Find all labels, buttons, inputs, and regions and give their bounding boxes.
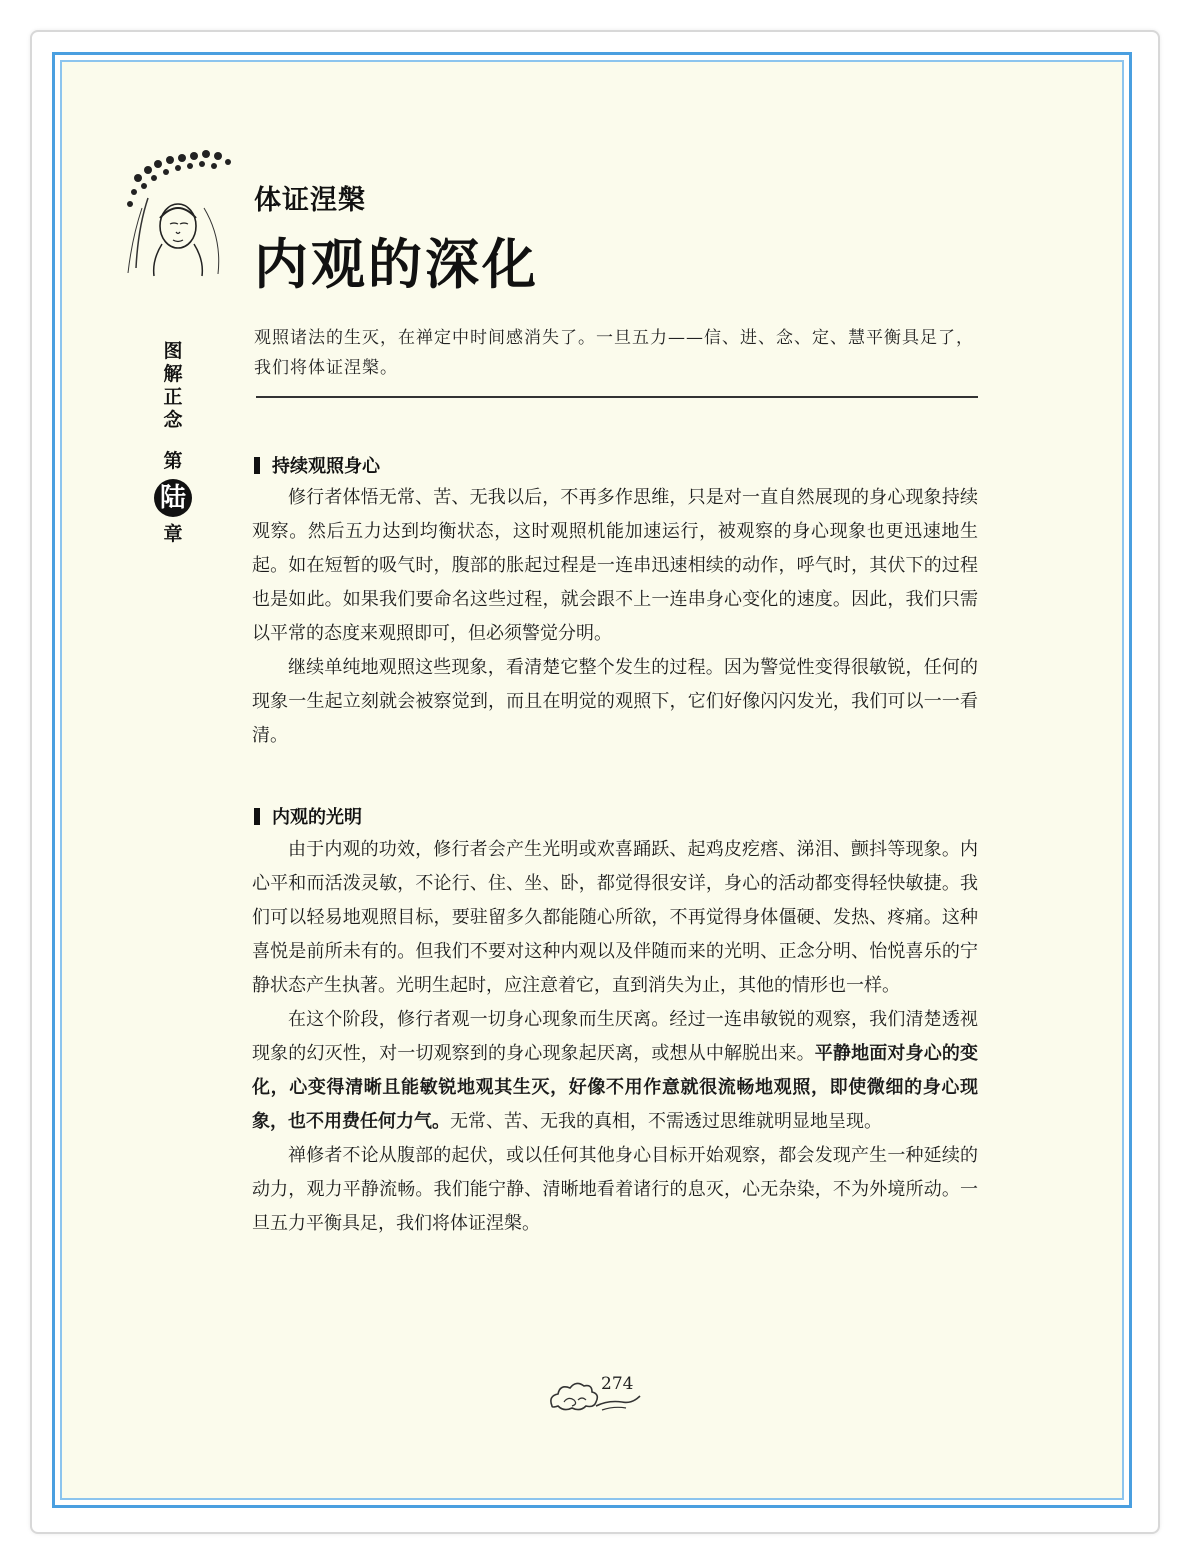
book-char: 念 (163, 409, 183, 431)
paragraph: 继续单纯地观照这些现象，看清楚它整个发生的过程。因为警觉性变得很敏锐，任何的现象一生起立刻就会被察觉到，而且在明觉的观照下，它们好像闪闪发光，我们可以一一看清。 (252, 657, 978, 746)
book-title-vertical (158, 340, 188, 432)
book-char: 正 (163, 386, 183, 408)
section-body (252, 481, 978, 753)
paragraph: 修行者体悟无常、苦、无我以后，不再多作思维，只是对一直自然展现的身心现象持续观察。然后五力达到均衡状态，这时观照机能加速运行，被观察的身心现象也更迅速地生起。如在短暂的吸气时，腹部的胀起过程是一连串迅速相续的动作，呼气时，其伏下的过程也是如此。如果我们要命名这些过程，就会跟不上一连串身心变化的速度。因此，我们只需以平常的态度来观照即可，但必须警觉分明。 (252, 487, 978, 644)
book-char: 图 (163, 340, 183, 362)
section-body (252, 833, 978, 1241)
heading-bar-icon (254, 808, 260, 825)
section-heading-text: 内观的光明 (272, 807, 362, 828)
heading-bar-icon (254, 457, 260, 474)
book-char: 解 (163, 363, 183, 385)
paragraph: 由于内观的功效，修行者会产生光明或欢喜踊跃、起鸡皮疙瘩、涕泪、颤抖等现象。内心平和而活泼灵敏，不论行、住、坐、卧，都觉得很安详，身心的活动都变得轻快敏捷。我们可以轻易地观照目标，要驻留多久都能随心所欲，不再觉得身体僵硬、发热、疼痛。这种喜悦是前所未有的。但我们不要对这种内观以及伴随而来的光明、正念分明、怡悦喜乐的宁静状态产生执著。光明生起时，应注意着它，直到消失为止，其他的情形也一样。 (252, 839, 978, 996)
page-title: 内观的深化 (254, 233, 539, 296)
chapter-title: 体证涅槃 (254, 185, 366, 216)
section-heading-text: 持续观照身心 (272, 456, 380, 477)
chapter-number-badge: 陆 (154, 479, 192, 517)
buddha-tree-illustration-icon (118, 148, 238, 278)
section-heading (254, 803, 362, 829)
paragraph (252, 1003, 978, 1139)
chapter-suffix: 章 (163, 523, 183, 545)
paragraph-text: 在这个阶段，修行者观一切身心现象而生厌离。经过一连串敏锐的观察，我们清楚透视现象的幻灭性，对一切观察到的身心现象起厌离，或想从中解脱出来。 (252, 1009, 978, 1064)
paragraph: 禅修者不论从腹部的起伏，或以任何其他身心目标开始观察，都会发现产生一种延续的动力，观力平静流畅。我们能宁静、清晰地看着诸行的息灭，心无杂染，不为外境所动。一旦五力平衡具足，我们将体证涅槃。 (252, 1145, 978, 1234)
side-label (158, 340, 188, 546)
chapter-prefix: 第 (163, 450, 183, 472)
page-number: 274 (601, 1374, 634, 1394)
paragraph-text: 无常、苦、无我的真相，不需透过思维就明显地呈现。 (450, 1111, 882, 1132)
section-heading (254, 452, 380, 478)
intro-text: 观照诸法的生灭，在禅定中时间感消失了。一旦五力——信、进、念、定、慧平衡具足了，我们将体证涅槃。 (254, 328, 974, 378)
paragraph-bold-text: 平静地面对身心的变化，心变得清晰且能敏锐地观其生灭，好像不用作意就很流畅地观照，即使微细的身心现象，也不用费任何力气。 (252, 1043, 979, 1132)
divider (256, 396, 978, 398)
